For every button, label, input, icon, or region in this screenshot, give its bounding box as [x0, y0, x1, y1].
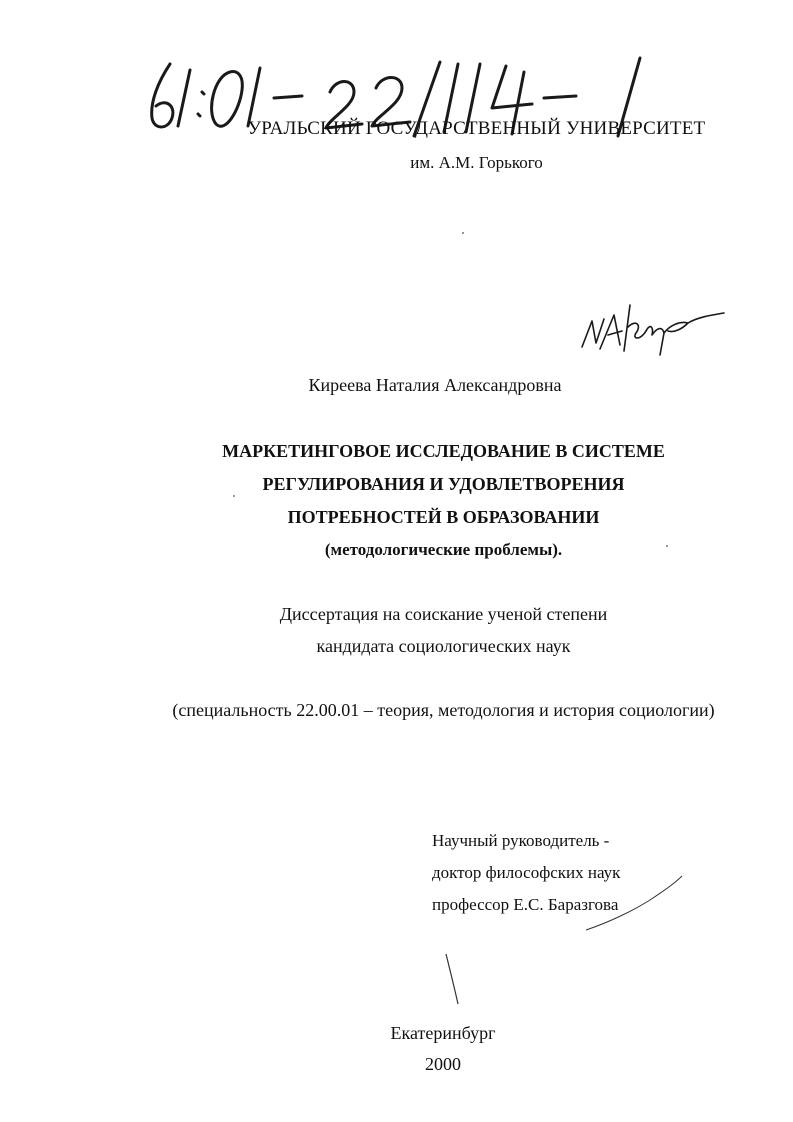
advisor-line-3: профессор Е.С. Баразгова [432, 895, 619, 914]
title-line-3: ПОТРЕБНОСТЕЙ В ОБРАЗОВАНИИ [287, 507, 600, 527]
pen-stroke-mark [570, 870, 690, 940]
year: 2000 [425, 1054, 461, 1074]
university-name: УРАЛЬСКИЙ ГОСУДАРСТВЕННЫЙ УНИВЕРСИТЕТ [247, 118, 706, 139]
dissertation-line-1: Диссертация на соискание ученой степени [279, 604, 608, 624]
speciality: (специальность 22.00.01 – теория, методология и история социологии) [172, 700, 715, 720]
handwritten-signature [570, 285, 730, 365]
signature-text: НАКир [570, 285, 574, 286]
advisor-line-1: Научный руководитель - [432, 831, 610, 850]
advisor-line-2: доктор философских наук [432, 863, 621, 882]
dissertation-line-2: кандидата социологических наук [316, 636, 571, 656]
title-line-1: МАРКЕТИНГОВОЕ ИССЛЕДОВАНИЕ В СИСТЕМЕ [222, 441, 665, 461]
city: Екатеринбург [390, 1023, 496, 1043]
scan-speck [462, 232, 464, 234]
archive-number-text: 61: 01-22/114-1 [140, 52, 147, 53]
scan-speck [666, 545, 668, 547]
scan-speck [233, 495, 235, 497]
title-subtitle: (методологические проблемы). [324, 540, 563, 559]
pen-stroke-vertical [440, 950, 470, 1010]
title-line-2: РЕГУЛИРОВАНИЯ И УДОВЛЕТВОРЕНИЯ [262, 474, 625, 494]
university-subtitle: им. А.М. Горького [410, 153, 543, 172]
author-name: Киреева Наталия Александровна [308, 375, 562, 395]
